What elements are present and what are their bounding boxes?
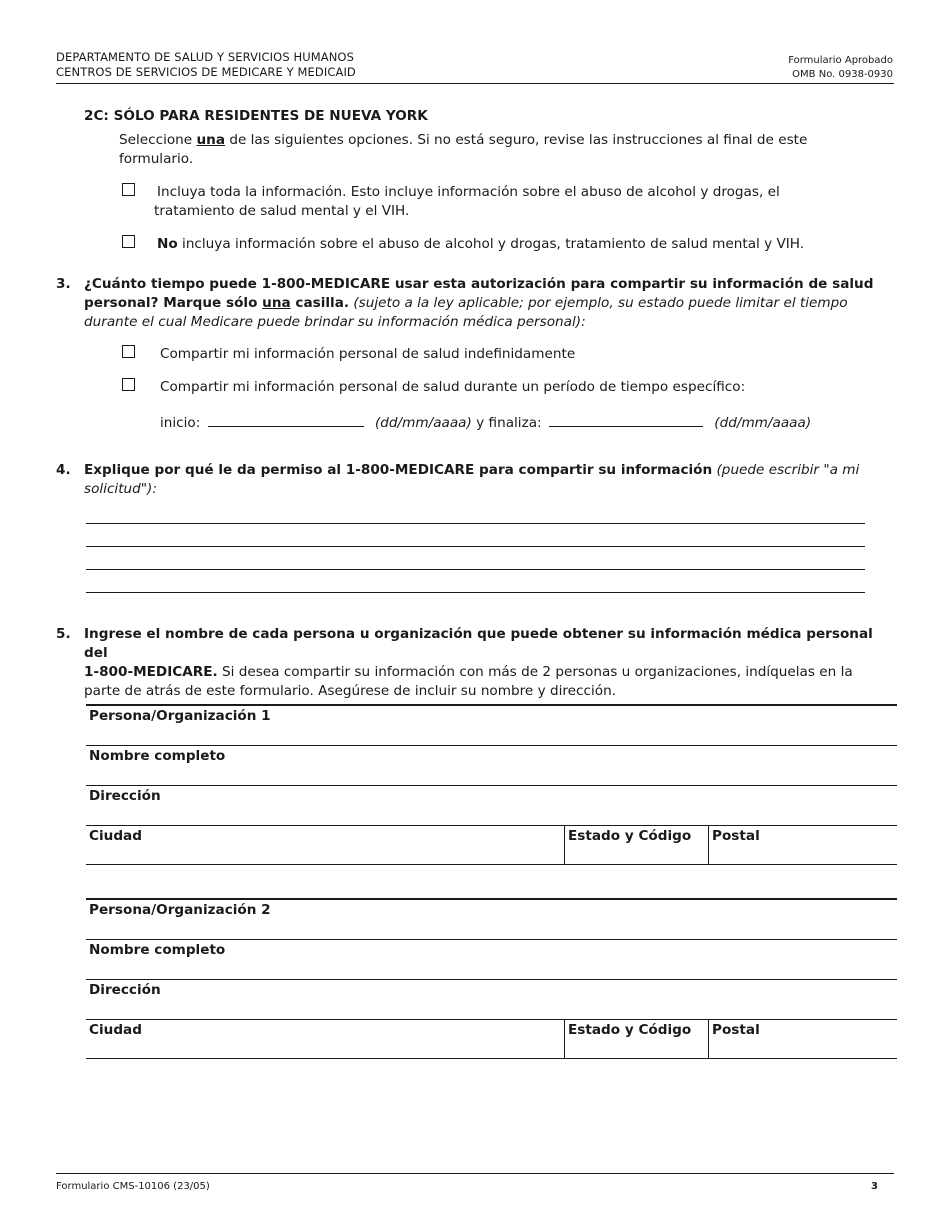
q5-line-1: Ingrese el nombre de cada persona u organización que puede obtener su información médica personal del	[84, 626, 873, 661]
share-specific-period-label: Compartir mi información personal de salud durante un período de tiempo específico:	[160, 379, 746, 395]
end-date-label: y finaliza:	[476, 415, 542, 431]
end-date-field[interactable]	[549, 414, 703, 427]
reason-line-1[interactable]	[86, 523, 865, 524]
org1-full-name-label: Nombre completo	[89, 748, 226, 764]
question-5-text	[84, 625, 894, 701]
question-3-number: 3.	[56, 276, 71, 292]
omb-approval	[788, 54, 893, 82]
q4-line-1-italic: (puede escribir "a mi	[712, 462, 860, 478]
q4-line-2: solicitud"):	[84, 481, 157, 497]
org1-city-label: Ciudad	[89, 828, 142, 844]
org2-city-field[interactable]	[86, 1020, 564, 1059]
agency-line-1: DEPARTAMENTO DE SALUD Y SERVICIOS HUMANOS	[56, 50, 354, 64]
org1-city-field[interactable]	[86, 826, 564, 865]
start-date-format: (dd/mm/aaaa)	[374, 415, 472, 431]
agency-header	[56, 50, 356, 80]
include-all-checkbox[interactable]	[122, 183, 135, 196]
org2-heading: Persona/Organización 2	[89, 902, 271, 918]
org2-state-label: Estado y Código	[568, 1022, 692, 1038]
include-all-line-1: Incluya toda la información. Esto incluye información sobre el abuso de alcohol y drogas, el	[157, 184, 780, 200]
exclude-sensitive-option	[157, 235, 877, 254]
organization-block-1	[86, 704, 897, 866]
start-date-field[interactable]	[208, 414, 364, 427]
org1-postal-field[interactable]	[708, 826, 898, 865]
org1-heading-row	[86, 704, 897, 744]
q3-line-2-bold: personal? Marque sólo	[84, 295, 263, 311]
intro-text: Seleccione	[119, 132, 197, 148]
reason-line-4[interactable]	[86, 592, 865, 593]
org1-postal-label: Postal	[712, 828, 760, 844]
q5-line-3: parte de atrás de este formulario. Asegúrese de incluir su nombre y dirección.	[84, 683, 617, 699]
start-date-label: inicio:	[160, 415, 201, 431]
reason-line-3[interactable]	[86, 569, 865, 570]
date-range-row	[160, 414, 811, 433]
q5-line-2-bold: 1-800-MEDICARE.	[84, 664, 218, 680]
form-id: Formulario CMS-10106 (23/05)	[56, 1181, 210, 1192]
q3-line-2-bold-post: casilla.	[290, 295, 350, 311]
org2-state-field[interactable]	[564, 1020, 709, 1059]
org1-city-row	[86, 825, 897, 865]
org2-full-name-field[interactable]	[86, 939, 897, 979]
q3-line-2-italic: (sujeto a la ley aplicable; por ejemplo, su estado puede limitar el tiempo	[349, 295, 848, 311]
exclude-sensitive-text: incluya información sobre el abuso de alcohol y drogas, tratamiento de salud mental y VIH.	[177, 236, 805, 252]
org2-heading-row	[86, 898, 897, 938]
organization-block-2	[86, 898, 897, 1060]
q4-line-1-bold: Explique por qué le da permiso al 1-800-MEDICARE para compartir su información	[84, 462, 713, 478]
end-date-format: (dd/mm/aaaa)	[714, 415, 812, 431]
footer-rule	[56, 1173, 894, 1174]
approval-line-1: Formulario Aprobado	[788, 55, 893, 66]
question-4-text	[84, 461, 884, 499]
org2-postal-field[interactable]	[708, 1020, 898, 1059]
no-emphasis: No	[157, 236, 178, 252]
exclude-sensitive-checkbox[interactable]	[122, 235, 135, 248]
org2-city-label: Ciudad	[89, 1022, 142, 1038]
q3-line-1: ¿Cuánto tiempo puede 1-800-MEDICARE usar esta autorización para compartir su información de salud	[84, 276, 874, 292]
header-rule	[56, 83, 894, 84]
org2-address-label: Dirección	[89, 982, 161, 998]
question-5-number: 5.	[56, 626, 71, 642]
include-all-line-2: tratamiento de salud mental y el VIH.	[154, 203, 410, 219]
share-indefinitely-checkbox[interactable]	[122, 345, 135, 358]
approval-line-2: OMB No. 0938-0930	[792, 69, 893, 80]
org1-state-label: Estado y Código	[568, 828, 692, 844]
question-3-text	[84, 275, 884, 332]
org2-postal-label: Postal	[712, 1022, 760, 1038]
question-4-number: 4.	[56, 462, 71, 478]
intro-line-2: formulario.	[119, 151, 194, 167]
org1-full-name-field[interactable]	[86, 745, 897, 785]
section-2c-intro	[119, 131, 879, 169]
intro-text-rest: de las siguientes opciones. Si no está seguro, revise las instrucciones al final de este	[225, 132, 808, 148]
org2-city-row	[86, 1019, 897, 1059]
org1-state-field[interactable]	[564, 826, 709, 865]
q3-line-3: durante el cual Medicare puede brindar su información médica personal):	[84, 314, 586, 330]
org2-full-name-label: Nombre completo	[89, 942, 226, 958]
q5-line-2-rest: Si desea compartir su información con más de 2 personas u organizaciones, indíquelas en la	[217, 664, 853, 680]
share-indefinitely-label: Compartir mi información personal de salud indefinidamente	[160, 346, 576, 362]
org2-address-field[interactable]	[86, 979, 897, 1019]
page-number: 3	[871, 1181, 878, 1192]
reason-line-2[interactable]	[86, 546, 865, 547]
org1-heading: Persona/Organización 1	[89, 708, 271, 724]
intro-emphasis: una	[196, 132, 226, 148]
include-all-option	[154, 183, 854, 221]
share-specific-period-checkbox[interactable]	[122, 378, 135, 391]
q3-line-2-underlined: una	[262, 295, 291, 311]
org1-address-label: Dirección	[89, 788, 161, 804]
agency-line-2: CENTROS DE SERVICIOS DE MEDICARE Y MEDICAID	[56, 65, 356, 79]
section-2c-title: 2C: SÓLO PARA RESIDENTES DE NUEVA YORK	[84, 108, 428, 124]
org1-address-field[interactable]	[86, 785, 897, 825]
